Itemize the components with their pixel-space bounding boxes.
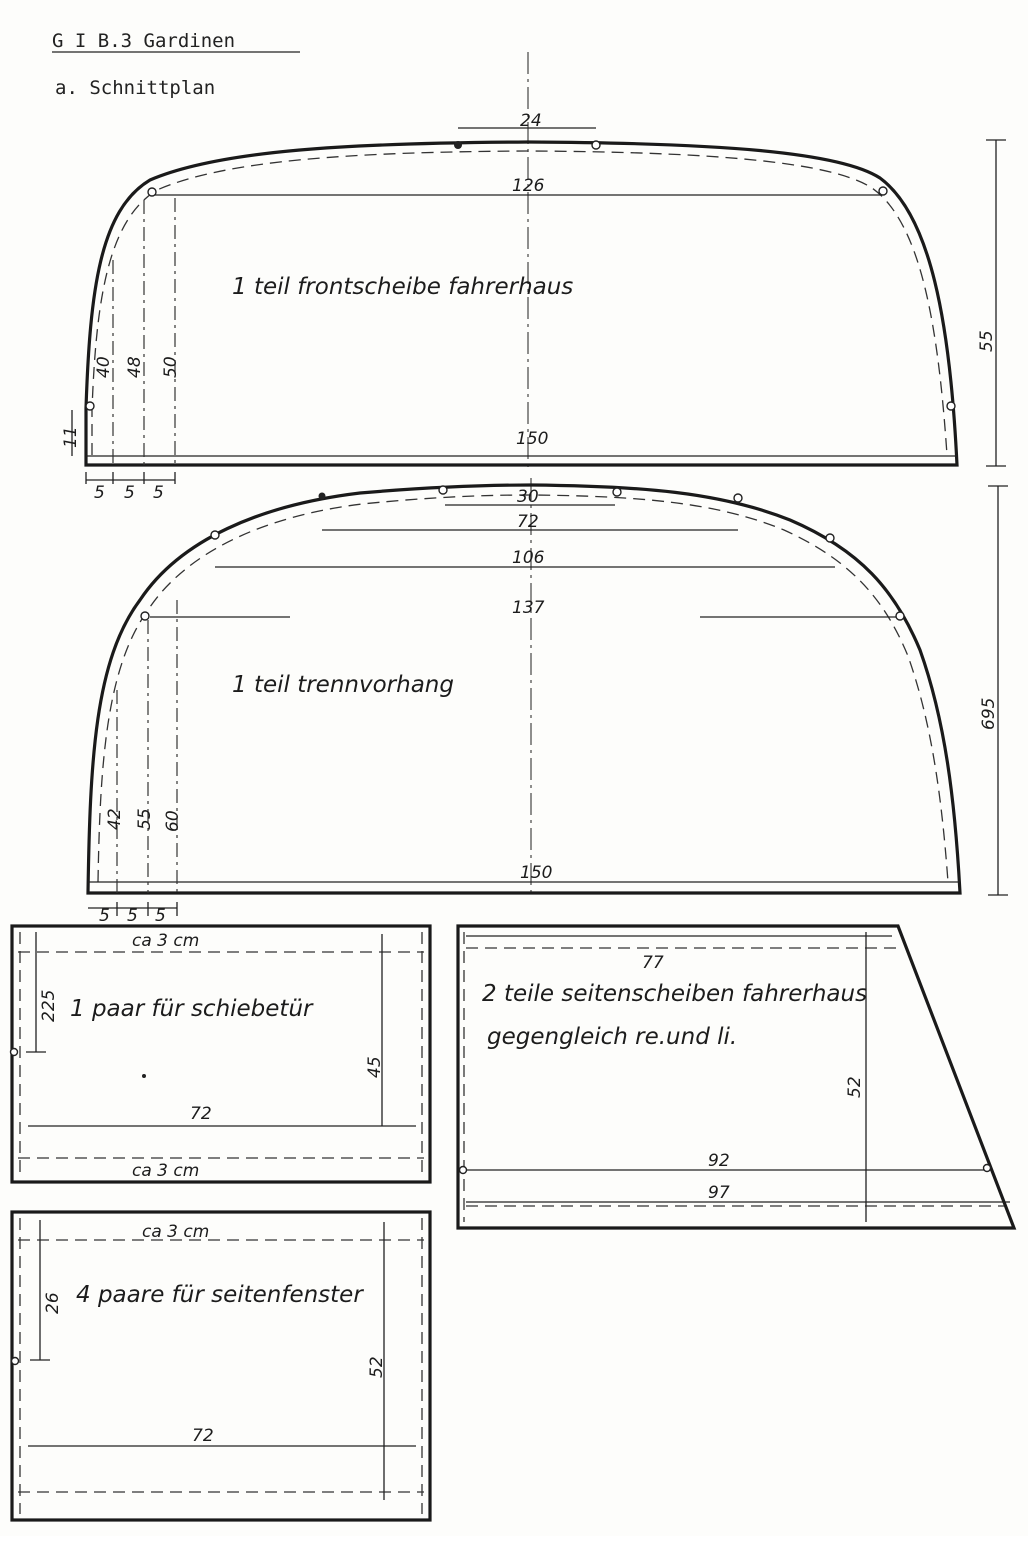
marker-point (86, 402, 94, 410)
dim-label-50: 50 (161, 356, 181, 378)
marker-point (211, 531, 219, 539)
dim-label-top: 30 (517, 487, 539, 507)
dim-label-92: 92 (708, 1151, 730, 1171)
piece-label-side-cab-line2: gegengleich re.und li. (487, 1024, 738, 1050)
dim-label-48: 48 (125, 356, 145, 378)
marker-point (592, 141, 600, 149)
piece-divider-curtain (88, 478, 1008, 926)
dim-label-72: 72 (190, 1104, 212, 1124)
center-mark (142, 1074, 146, 1078)
piece-side-windows (12, 1212, 431, 1520)
dim-label-height: 55 (977, 330, 997, 352)
dim-label-72: 72 (517, 512, 539, 532)
marker-point (454, 141, 462, 149)
dim-label-77: 77 (642, 953, 664, 973)
piece-outline (88, 485, 960, 893)
piece-label-side-cab-line1: 2 teile seitenscheiben fahrerhaus (482, 981, 868, 1007)
piece-label-divider: 1 teil trennvorhang (232, 672, 454, 698)
marker-point (984, 1165, 991, 1172)
piece-sliding-door (11, 926, 431, 1182)
marker-point (896, 612, 904, 620)
marker-point (141, 612, 149, 620)
dim-label-hem-1: 5 (99, 906, 110, 926)
dim-label-hem-top: ca 3 cm (142, 1222, 210, 1242)
marker-point (11, 1049, 18, 1056)
dim-label-52: 52 (845, 1076, 865, 1098)
marker-point (439, 486, 447, 494)
marker-point (148, 188, 156, 196)
seam-allowance (92, 151, 947, 455)
dim-label-150: 150 (520, 863, 553, 883)
dim-label-126: 126 (512, 176, 545, 196)
dim-label-hem-2: 5 (124, 483, 135, 503)
dim-label-hem-1: 5 (94, 483, 105, 503)
dim-label-11: 11 (61, 426, 81, 448)
marker-point (826, 534, 834, 542)
dim-label-225: 225 (39, 989, 59, 1022)
section-heading: a. Schnittplan (55, 77, 216, 99)
marker-point (947, 402, 955, 410)
piece-label-sliding-door: 1 paar für schiebetür (70, 996, 313, 1022)
dim-label-55: 55 (135, 808, 155, 830)
dim-label-97: 97 (708, 1183, 730, 1203)
dim-label-106: 106 (512, 548, 545, 568)
dim-label-26: 26 (43, 1292, 63, 1314)
dim-label-72: 72 (192, 1426, 214, 1446)
marker-point (319, 493, 326, 500)
marker-point (879, 187, 887, 195)
piece-label-front: 1 teil frontscheibe fahrerhaus (232, 274, 574, 300)
marker-point (12, 1358, 19, 1365)
dim-label-45: 45 (365, 1056, 385, 1078)
dim-label-40: 40 (94, 356, 114, 378)
marker-point (734, 494, 742, 502)
dim-label-137: 137 (512, 598, 545, 618)
piece-outline (12, 926, 430, 1182)
dim-label-42: 42 (105, 808, 125, 830)
dim-label-hem-3: 5 (155, 906, 166, 926)
piece-label-side-windows: 4 paare für seitenfenster (76, 1282, 363, 1308)
dim-label-hem-3: 5 (153, 483, 164, 503)
dim-label-hem-2: 5 (127, 906, 138, 926)
marker-point (460, 1167, 467, 1174)
dim-label-60: 60 (163, 810, 183, 832)
dim-label-top: 24 (520, 111, 542, 131)
piece-cab-side-windows (458, 926, 1014, 1228)
dim-label-hem-bottom: ca 3 cm (132, 1161, 200, 1181)
marker-point (613, 488, 621, 496)
dim-label-height: 695 (979, 697, 999, 730)
dim-label-52: 52 (367, 1356, 387, 1378)
dim-label-hem-top: ca 3 cm (132, 931, 200, 951)
piece-outline (458, 926, 1014, 1228)
piece-front-windscreen (61, 52, 1006, 503)
page-title: G I B.3 Gardinen (52, 30, 236, 52)
dim-label-150: 150 (516, 429, 549, 449)
